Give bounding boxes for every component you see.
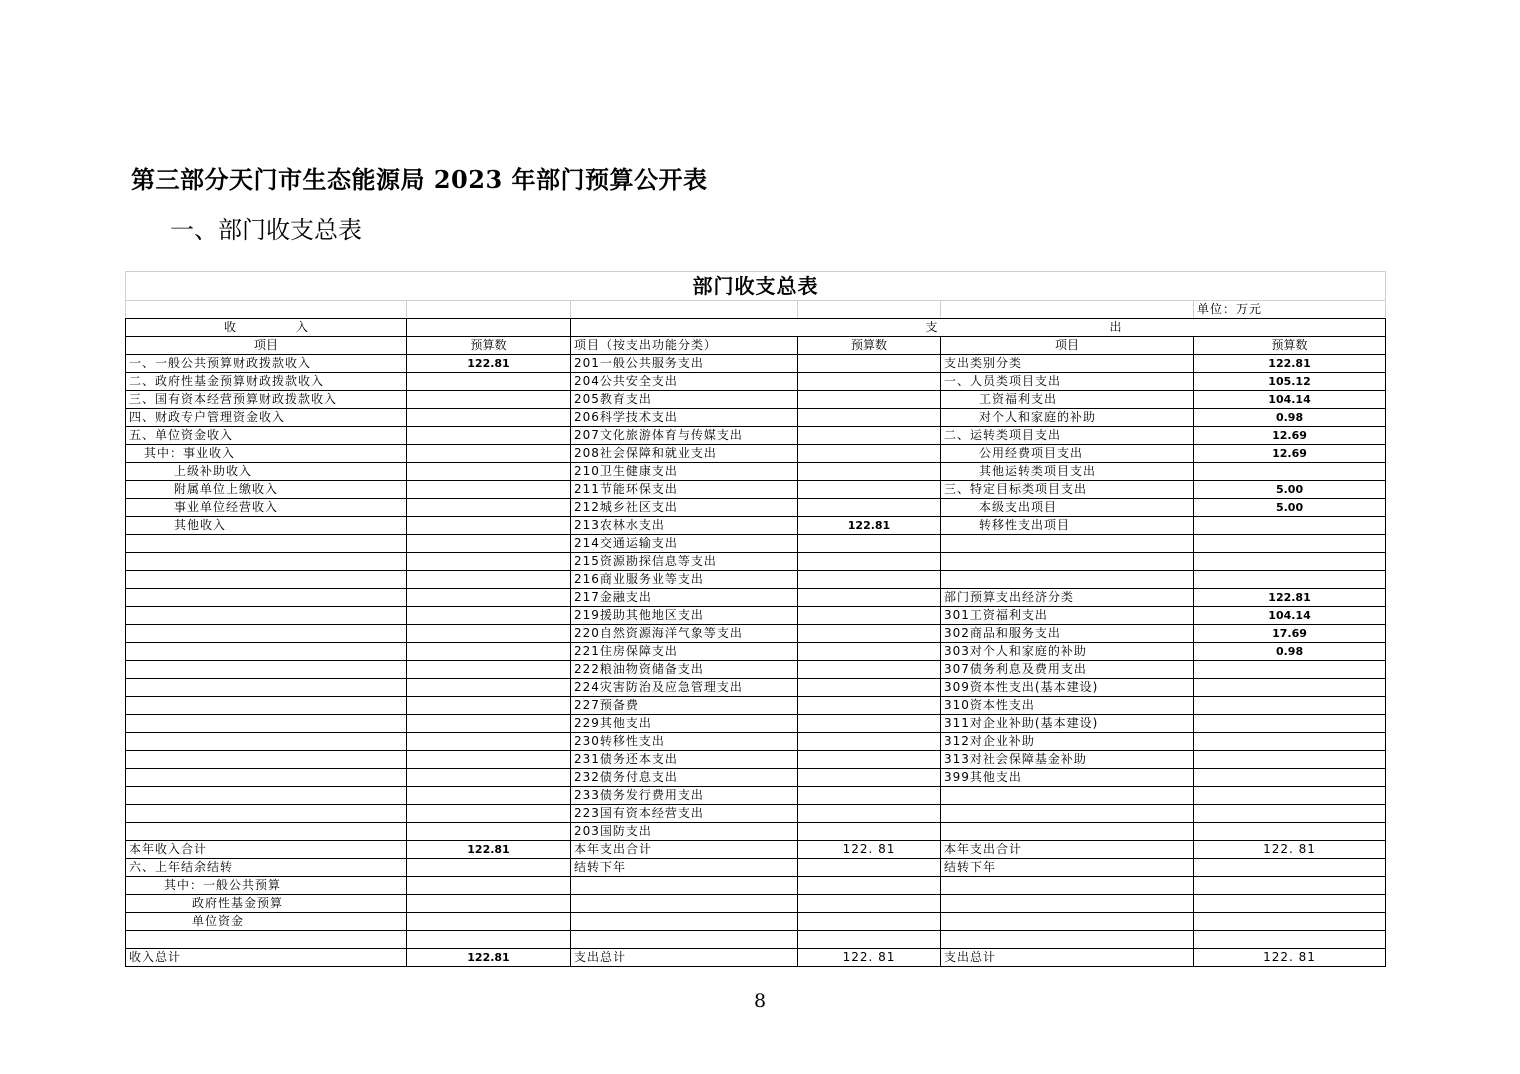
table-cell <box>941 805 1194 823</box>
table-cell: 201一般公共服务支出 <box>571 355 798 373</box>
table-cell: 211节能环保支出 <box>571 481 798 499</box>
table-row <box>126 913 1386 931</box>
table-cell: 122. 81 <box>1194 841 1386 859</box>
table-cell <box>1194 715 1386 733</box>
table-cell <box>798 445 941 463</box>
table-row <box>126 823 1386 841</box>
col-econ-item: 项目 <box>941 337 1194 355</box>
table-cell <box>126 733 407 751</box>
table-cell: 收入总计 <box>126 949 407 967</box>
table-row <box>126 625 1386 643</box>
table-cell: 312对企业补助 <box>941 733 1194 751</box>
table-cell <box>126 787 407 805</box>
table-cell: 214交通运输支出 <box>571 535 798 553</box>
table-cell: 其他收入 <box>126 517 407 535</box>
table-cell <box>798 877 941 895</box>
income-group-header: 收 入 <box>126 319 407 337</box>
table-cell <box>1194 805 1386 823</box>
table-cell: 122.81 <box>1194 355 1386 373</box>
table-cell <box>941 823 1194 841</box>
table-row <box>126 859 1386 877</box>
table-cell <box>126 535 407 553</box>
table-cell <box>1194 571 1386 589</box>
table-cell <box>407 607 571 625</box>
table-cell: 0.98 <box>1194 409 1386 427</box>
table-cell <box>1194 751 1386 769</box>
table-cell: 支出类别分类 <box>941 355 1194 373</box>
table-cell <box>407 787 571 805</box>
table-cell <box>1194 733 1386 751</box>
table-row <box>126 697 1386 715</box>
table-cell: 公用经费项目支出 <box>941 445 1194 463</box>
table-cell: 212城乡社区支出 <box>571 499 798 517</box>
table-cell: 单位资金 <box>126 913 407 931</box>
table-row <box>126 445 1386 463</box>
table-cell <box>941 787 1194 805</box>
table-cell: 311对企业补助(基本建设) <box>941 715 1194 733</box>
table-cell <box>798 553 941 571</box>
table-cell <box>941 877 1194 895</box>
table-cell: 其他运转类项目支出 <box>941 463 1194 481</box>
table-cell: 转移性支出项目 <box>941 517 1194 535</box>
table-cell <box>407 715 571 733</box>
table-cell: 122. 81 <box>798 841 941 859</box>
table-cell <box>126 589 407 607</box>
table-cell: 310资本性支出 <box>941 697 1194 715</box>
table-cell <box>571 895 798 913</box>
table-row <box>126 517 1386 535</box>
table-cell <box>798 571 941 589</box>
table-cell: 本年支出合计 <box>571 841 798 859</box>
table-cell <box>126 751 407 769</box>
table-cell: 122. 81 <box>798 949 941 967</box>
table-cell: 一、人员类项目支出 <box>941 373 1194 391</box>
col-func-item: 项目（按支出功能分类） <box>571 337 798 355</box>
table-cell: 208社会保障和就业支出 <box>571 445 798 463</box>
table-cell <box>798 787 941 805</box>
table-cell <box>798 859 941 877</box>
table-cell <box>126 769 407 787</box>
table-row <box>126 589 1386 607</box>
table-cell: 232债务付息支出 <box>571 769 798 787</box>
table-cell <box>798 715 941 733</box>
table-cell: 结转下年 <box>941 859 1194 877</box>
table-row <box>126 769 1386 787</box>
table-cell <box>798 913 941 931</box>
unit-row <box>126 301 1386 319</box>
table-cell: 其中：事业收入 <box>126 445 407 463</box>
table-cell <box>407 877 571 895</box>
table-cell <box>798 355 941 373</box>
table-cell <box>1194 535 1386 553</box>
section-heading: 一、部门收支总表 <box>170 216 362 244</box>
table-row <box>126 949 1386 967</box>
table-row <box>126 643 1386 661</box>
table-cell <box>126 661 407 679</box>
table-cell <box>1194 679 1386 697</box>
table-cell <box>798 481 941 499</box>
table-cell: 233债务发行费用支出 <box>571 787 798 805</box>
col-func-budget: 预算数 <box>798 337 941 355</box>
table-cell <box>407 535 571 553</box>
table-cell <box>126 679 407 697</box>
table-cell: 213农林水支出 <box>571 517 798 535</box>
table-cell <box>407 517 571 535</box>
table-cell <box>798 589 941 607</box>
table-cell <box>1194 913 1386 931</box>
table-cell <box>798 697 941 715</box>
table-cell <box>941 913 1194 931</box>
table-row <box>126 715 1386 733</box>
table-cell <box>798 661 941 679</box>
table-cell <box>798 805 941 823</box>
table-cell: 四、财政专户管理资金收入 <box>126 409 407 427</box>
table-cell: 309资本性支出(基本建设) <box>941 679 1194 697</box>
table-cell: 二、政府性基金预算财政拨款收入 <box>126 373 407 391</box>
table-row <box>126 499 1386 517</box>
table-cell: 工资福利支出 <box>941 391 1194 409</box>
table-row <box>126 553 1386 571</box>
table-cell: 223国有资本经营支出 <box>571 805 798 823</box>
table-cell: 205教育支出 <box>571 391 798 409</box>
table-cell <box>941 571 1194 589</box>
table-cell: 122.81 <box>407 841 571 859</box>
table-row <box>126 535 1386 553</box>
table-cell <box>1194 553 1386 571</box>
table-cell <box>407 859 571 877</box>
table-cell: 事业单位经营收入 <box>126 499 407 517</box>
table-row <box>126 679 1386 697</box>
table-cell: 207文化旅游体育与传媒支出 <box>571 427 798 445</box>
table-cell: 399其他支出 <box>941 769 1194 787</box>
table-cell: 本年收入合计 <box>126 841 407 859</box>
table-cell: 122.81 <box>1194 589 1386 607</box>
table-cell: 对个人和家庭的补助 <box>941 409 1194 427</box>
table-cell <box>798 733 941 751</box>
table-cell: 上级补助收入 <box>126 463 407 481</box>
table-cell <box>798 769 941 787</box>
table-row <box>126 895 1386 913</box>
table-cell <box>1194 787 1386 805</box>
table-cell: 122. 81 <box>1194 949 1386 967</box>
table-cell: 227预备费 <box>571 697 798 715</box>
table-row <box>126 427 1386 445</box>
group-header-row <box>126 319 1386 337</box>
table-cell: 0.98 <box>1194 643 1386 661</box>
table-cell: 支出总计 <box>941 949 1194 967</box>
table-cell <box>407 589 571 607</box>
table-cell: 二、运转类项目支出 <box>941 427 1194 445</box>
table-cell: 122.81 <box>407 949 571 967</box>
table-cell <box>798 643 941 661</box>
table-cell <box>798 751 941 769</box>
table-cell <box>407 445 571 463</box>
table-cell: 222粮油物资储备支出 <box>571 661 798 679</box>
table-cell: 230转移性支出 <box>571 733 798 751</box>
table-cell: 17.69 <box>1194 625 1386 643</box>
table-cell <box>798 895 941 913</box>
table-row <box>126 877 1386 895</box>
table-cell <box>407 679 571 697</box>
table-cell <box>407 895 571 913</box>
table-cell: 三、国有资本经营预算财政拨款收入 <box>126 391 407 409</box>
table-cell: 122.81 <box>407 355 571 373</box>
table-cell: 104.14 <box>1194 607 1386 625</box>
table-cell <box>407 751 571 769</box>
table-cell: 其中：一般公共预算 <box>126 877 407 895</box>
table-cell <box>1194 769 1386 787</box>
table-cell <box>407 553 571 571</box>
table-cell <box>407 805 571 823</box>
table-cell <box>407 643 571 661</box>
table-cell <box>407 391 571 409</box>
table-cell <box>407 499 571 517</box>
table-cell <box>1194 877 1386 895</box>
table-cell <box>798 373 941 391</box>
table-cell: 206科学技术支出 <box>571 409 798 427</box>
budget-summary-table <box>125 271 1386 967</box>
table-cell <box>126 571 407 589</box>
expense-group-header-left: 支 <box>798 319 941 337</box>
table-cell <box>407 769 571 787</box>
table-row <box>126 409 1386 427</box>
table-cell <box>798 499 941 517</box>
column-header-row <box>126 337 1386 355</box>
table-row <box>126 481 1386 499</box>
table-cell: 215资源勘探信息等支出 <box>571 553 798 571</box>
expense-group-header-right: 出 <box>941 319 1194 337</box>
table-cell <box>126 625 407 643</box>
table-row <box>126 355 1386 373</box>
table-cell <box>407 481 571 499</box>
table-cell <box>126 715 407 733</box>
table-cell <box>1194 697 1386 715</box>
table-cell: 221住房保障支出 <box>571 643 798 661</box>
table-cell: 5.00 <box>1194 499 1386 517</box>
table-cell <box>407 409 571 427</box>
table-cell: 203国防支出 <box>571 823 798 841</box>
table-row <box>126 463 1386 481</box>
table-cell: 307债务利息及费用支出 <box>941 661 1194 679</box>
table-row <box>126 661 1386 679</box>
table-row <box>126 931 1386 949</box>
table-cell: 303对个人和家庭的补助 <box>941 643 1194 661</box>
col-income-budget: 预算数 <box>407 337 571 355</box>
table-cell <box>571 877 798 895</box>
table-cell <box>1194 517 1386 535</box>
table-cell <box>126 931 407 949</box>
table-cell <box>126 697 407 715</box>
table-cell <box>126 607 407 625</box>
table-cell <box>571 931 798 949</box>
table-cell: 301工资福利支出 <box>941 607 1194 625</box>
table-cell <box>126 823 407 841</box>
table-cell: 231债务还本支出 <box>571 751 798 769</box>
table-cell: 217金融支出 <box>571 589 798 607</box>
table-cell <box>407 427 571 445</box>
unit-label: 单位：万元 <box>1194 301 1386 319</box>
table-row <box>126 391 1386 409</box>
table-cell <box>407 931 571 949</box>
table-cell: 六、上年结余结转 <box>126 859 407 877</box>
table-cell: 313对社会保障基金补助 <box>941 751 1194 769</box>
page-heading: 第三部分天门市生态能源局 2023 年部门预算公开表 <box>131 165 708 194</box>
table-cell: 104.14 <box>1194 391 1386 409</box>
table-row <box>126 733 1386 751</box>
table-cell: 219援助其他地区支出 <box>571 607 798 625</box>
table-cell <box>798 409 941 427</box>
table-row <box>126 787 1386 805</box>
table-cell: 支出总计 <box>571 949 798 967</box>
table-cell <box>407 373 571 391</box>
table-cell <box>798 931 941 949</box>
table-cell <box>1194 895 1386 913</box>
table-cell: 五、单位资金收入 <box>126 427 407 445</box>
table-cell: 本级支出项目 <box>941 499 1194 517</box>
table-cell <box>407 697 571 715</box>
table-cell: 一、一般公共预算财政拨款收入 <box>126 355 407 373</box>
table-cell <box>126 553 407 571</box>
table-title: 部门收支总表 <box>126 272 1386 301</box>
table-cell: 12.69 <box>1194 445 1386 463</box>
table-cell <box>941 535 1194 553</box>
table-cell: 结转下年 <box>571 859 798 877</box>
table-cell <box>126 805 407 823</box>
table-cell <box>798 607 941 625</box>
table-cell: 105.12 <box>1194 373 1386 391</box>
table-cell <box>798 625 941 643</box>
table-title-row <box>126 272 1386 301</box>
table-cell: 210卫生健康支出 <box>571 463 798 481</box>
table-cell: 224灾害防治及应急管理支出 <box>571 679 798 697</box>
table-cell: 229其他支出 <box>571 715 798 733</box>
table-cell <box>798 535 941 553</box>
table-cell: 220自然资源海洋气象等支出 <box>571 625 798 643</box>
table-cell <box>1194 859 1386 877</box>
table-cell <box>941 553 1194 571</box>
table-cell <box>126 643 407 661</box>
table-cell <box>798 823 941 841</box>
table-cell <box>407 463 571 481</box>
table-cell <box>1194 463 1386 481</box>
table-cell <box>798 427 941 445</box>
table-cell: 12.69 <box>1194 427 1386 445</box>
table-cell: 附属单位上缴收入 <box>126 481 407 499</box>
table-cell: 302商品和服务支出 <box>941 625 1194 643</box>
table-cell <box>407 913 571 931</box>
table-row <box>126 841 1386 859</box>
table-cell <box>407 571 571 589</box>
table-cell <box>571 913 798 931</box>
table-cell: 三、特定目标类项目支出 <box>941 481 1194 499</box>
table-cell: 本年支出合计 <box>941 841 1194 859</box>
table-cell: 216商业服务业等支出 <box>571 571 798 589</box>
table-row <box>126 805 1386 823</box>
table-cell: 5.00 <box>1194 481 1386 499</box>
table-cell <box>407 661 571 679</box>
col-income-item: 项目 <box>126 337 407 355</box>
table-cell <box>1194 823 1386 841</box>
table-row <box>126 751 1386 769</box>
table-cell <box>407 823 571 841</box>
table-cell <box>1194 661 1386 679</box>
table-cell <box>798 463 941 481</box>
col-econ-budget: 预算数 <box>1194 337 1386 355</box>
table-cell <box>407 625 571 643</box>
table-cell <box>941 895 1194 913</box>
page-number: 8 <box>753 990 767 1012</box>
table-row <box>126 373 1386 391</box>
table-cell <box>1194 931 1386 949</box>
table-cell: 204公共安全支出 <box>571 373 798 391</box>
table-cell <box>941 931 1194 949</box>
table-cell <box>798 679 941 697</box>
table-cell <box>407 733 571 751</box>
table-cell: 政府性基金预算 <box>126 895 407 913</box>
table-row <box>126 571 1386 589</box>
table-cell: 部门预算支出经济分类 <box>941 589 1194 607</box>
table-cell: 122.81 <box>798 517 941 535</box>
table-row <box>126 607 1386 625</box>
table-cell <box>798 391 941 409</box>
